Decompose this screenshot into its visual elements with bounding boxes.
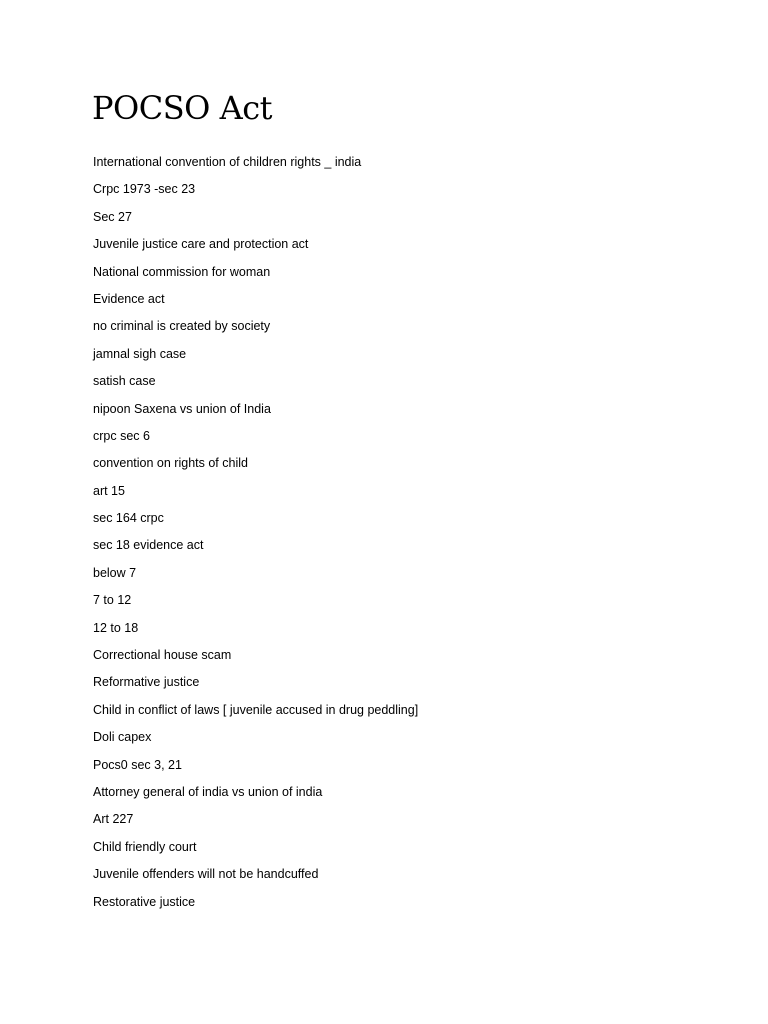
note-line: nipoon Saxena vs union of India xyxy=(93,401,271,416)
notes-list xyxy=(93,151,418,918)
note-line: Juvenile justice care and protection act xyxy=(93,237,309,252)
note-line: crpc sec 6 xyxy=(93,428,150,443)
note-line: National commission for woman xyxy=(93,264,271,279)
note-line: satish case xyxy=(93,374,156,389)
note-line: Attorney general of india vs union of india xyxy=(93,784,323,799)
note-line: International convention of children rights _ india xyxy=(93,155,362,169)
note-line: Child in conflict of laws [ juvenile accused in drug peddling] xyxy=(93,702,419,717)
document-title: POCSO Act xyxy=(92,89,272,127)
note-line: Crpc 1973 -sec 23 xyxy=(93,182,196,197)
note-line: Sec 27 xyxy=(93,209,132,224)
note-line: Juvenile offenders will not be handcuffed xyxy=(93,867,319,882)
note-line: convention on rights of child xyxy=(93,456,248,471)
note-line: sec 164 crpc xyxy=(93,511,164,526)
note-line: below 7 xyxy=(93,565,137,580)
note-line: Restorative justice xyxy=(93,894,196,909)
note-line: sec 18 evidence act xyxy=(93,538,204,553)
note-line: Child friendly court xyxy=(93,839,197,854)
note-line: Pocs0 sec 3, 21 xyxy=(93,757,182,772)
note-line: no criminal is created by society xyxy=(93,319,271,334)
note-line: Art 227 xyxy=(93,812,134,827)
note-line: Reformative justice xyxy=(93,675,200,690)
note-line: Evidence act xyxy=(93,291,165,306)
note-line: jamnal sigh case xyxy=(93,346,187,361)
note-line: 7 to 12 xyxy=(93,593,132,608)
note-line: Correctional house scam xyxy=(93,648,232,663)
note-line: 12 to 18 xyxy=(93,620,139,635)
note-line: Doli capex xyxy=(93,730,152,745)
note-line: art 15 xyxy=(93,483,125,498)
